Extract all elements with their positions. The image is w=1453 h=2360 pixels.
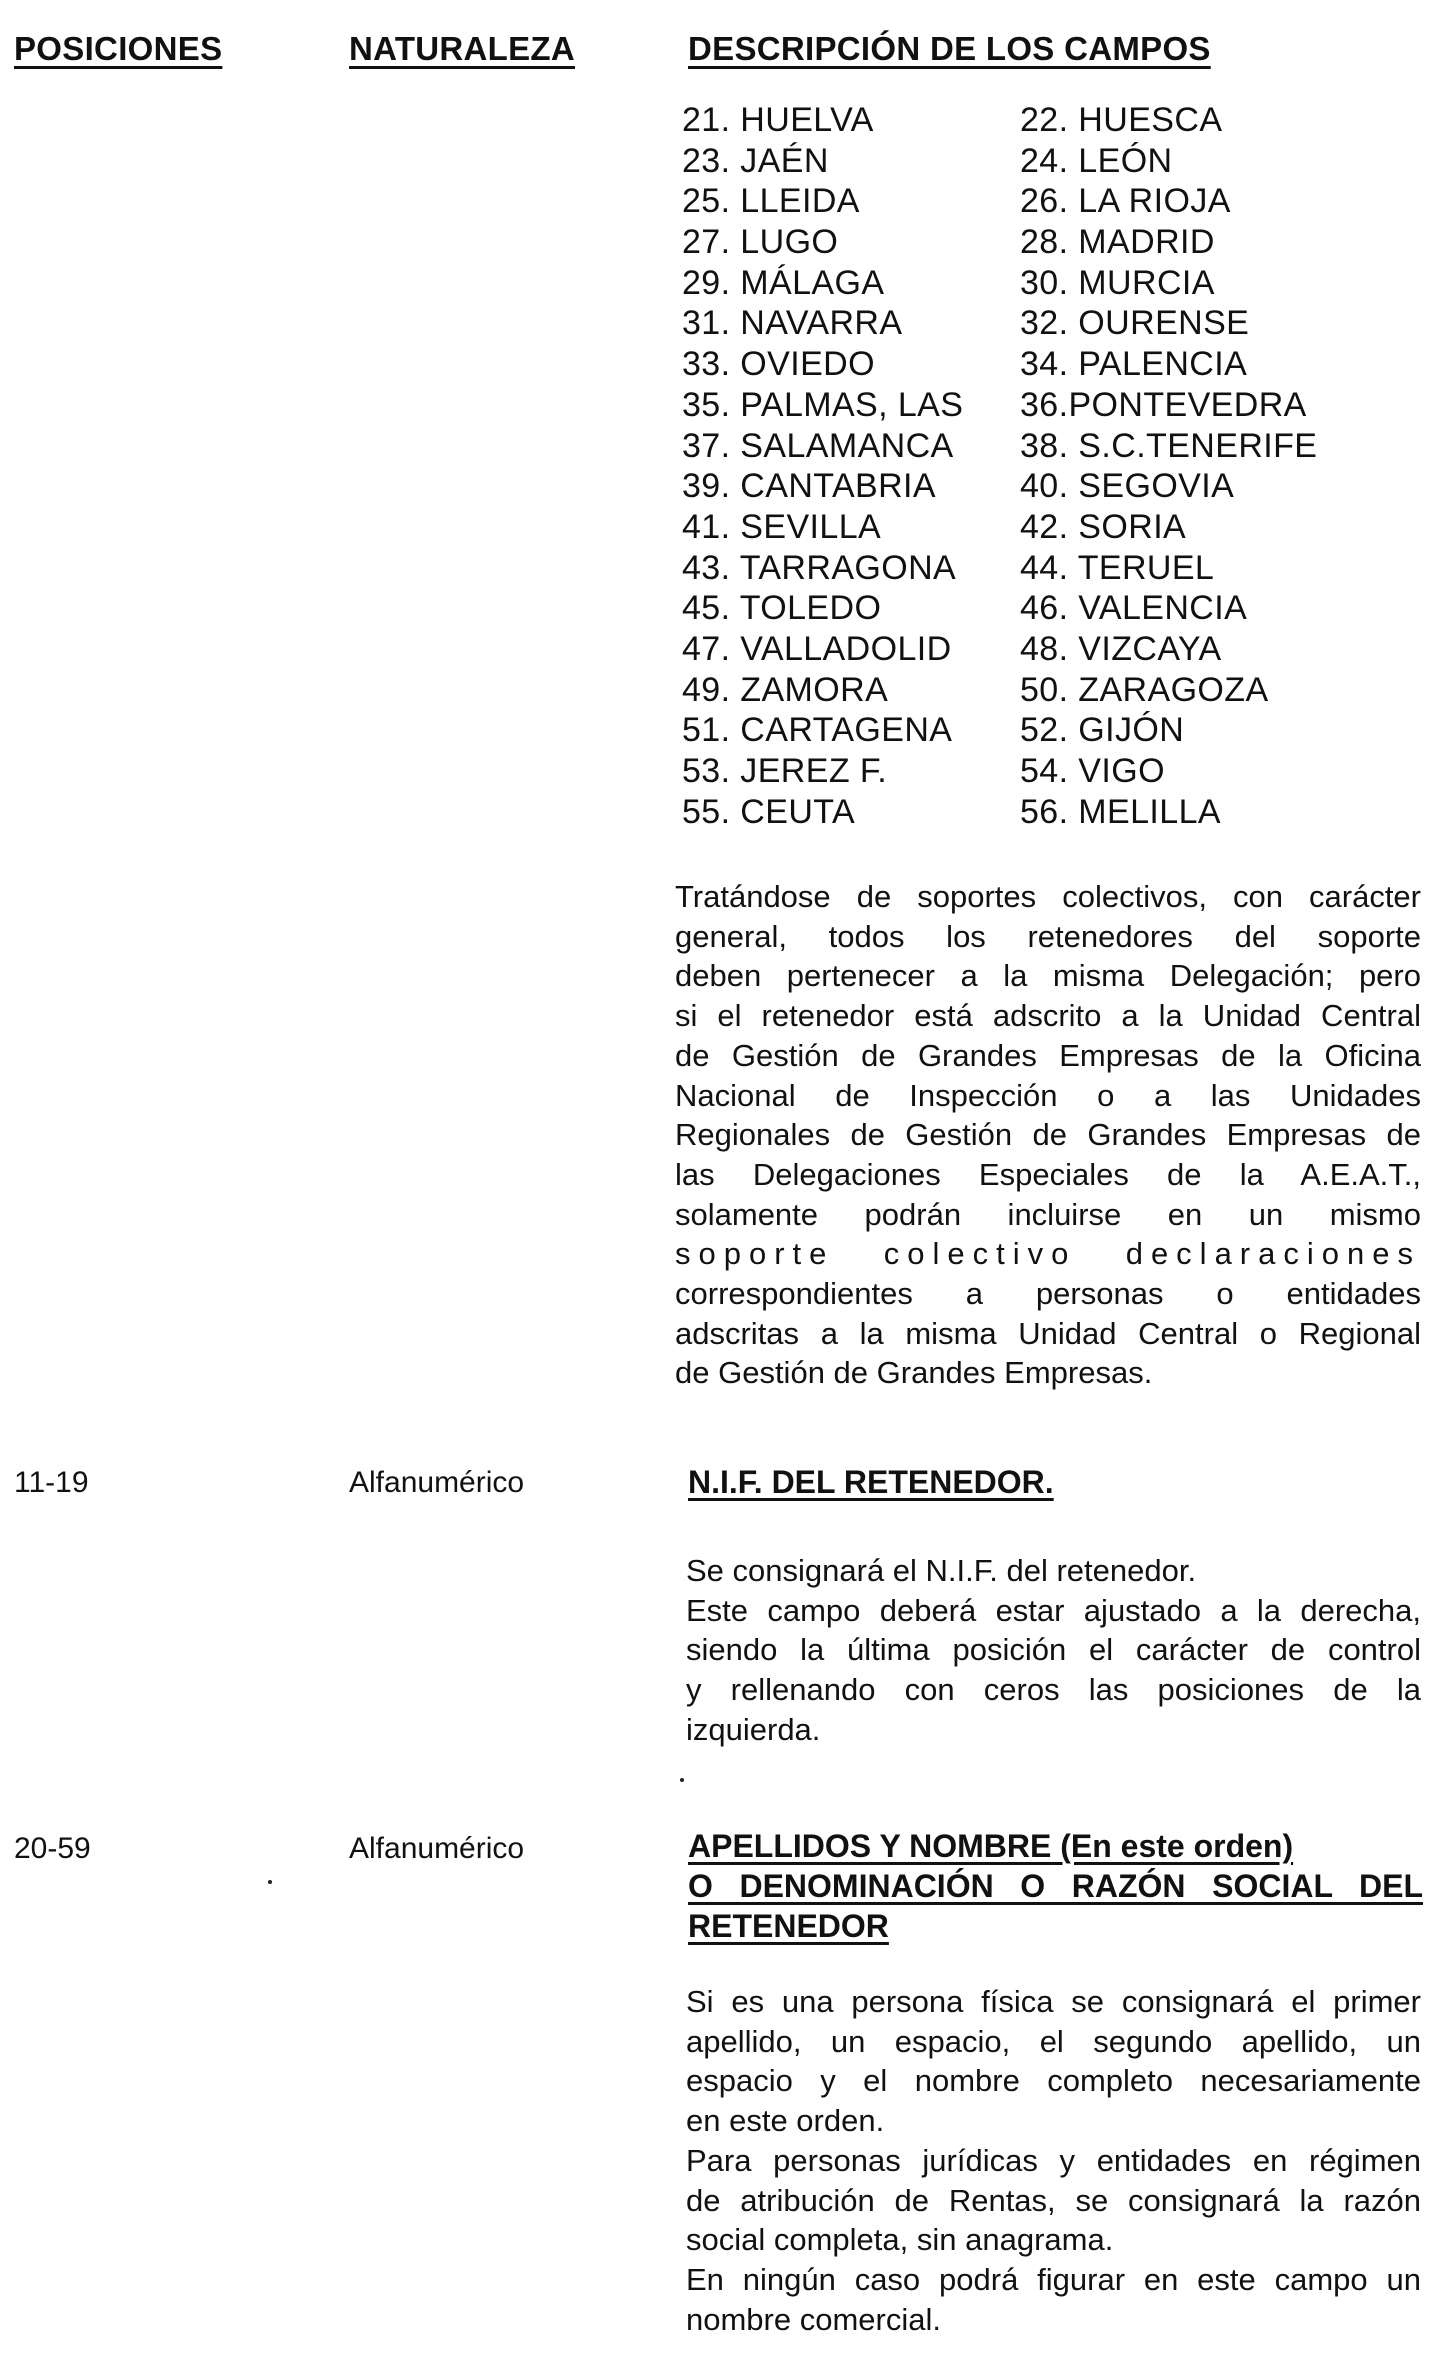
- province-item: 31. NAVARRA: [682, 304, 903, 343]
- paragraph-line: En ningún caso podrá figurar en este campo un: [686, 2261, 1421, 2297]
- province-item: 46. VALENCIA: [1020, 589, 1248, 628]
- stray-dot: [680, 1778, 684, 1782]
- paragraph-line: apellido, un espacio, el segundo apellido, un: [686, 2023, 1421, 2059]
- province-item: 49. ZAMORA: [682, 670, 889, 709]
- header-naturaleza: NATURALEZA: [349, 30, 576, 67]
- paragraph-line: si el retenedor está adscrito a la Unidad Central: [675, 998, 1421, 1034]
- province-item: 38. S.C.TENERIFE: [1020, 426, 1318, 465]
- field-nature: Alfanumérico: [349, 1832, 525, 1865]
- province-item: 24. LEÓN: [1020, 141, 1173, 180]
- province-item: 36.PONTEVEDRA: [1020, 385, 1307, 424]
- stray-dot: [268, 1880, 272, 1884]
- province-item: 52. GIJÓN: [1020, 711, 1185, 750]
- paragraph-line: Para personas jurídicas y entidades en régimen: [686, 2142, 1421, 2178]
- field-nombre-description: [686, 1982, 1421, 2339]
- province-item: 40. SEGOVIA: [1020, 467, 1235, 506]
- province-item: 28. MADRID: [1020, 223, 1215, 262]
- paragraph-line: en este orden.: [686, 2103, 885, 2139]
- province-item: 26. LA RIOJA: [1020, 182, 1231, 221]
- paragraph-line: de atribución de Rentas, se consignará la razón: [686, 2182, 1421, 2218]
- field-positions: 20-59: [14, 1832, 91, 1865]
- field-nature: Alfanumérico: [349, 1466, 525, 1499]
- paragraph-line: y rellenando con ceros las posiciones de la: [686, 1672, 1421, 1708]
- field-title-nif: N.I.F. DEL RETENEDOR.: [688, 1464, 1054, 1500]
- province-item: 42. SORIA: [1020, 507, 1187, 546]
- paragraph-line: general, todos los retenedores del soporte: [675, 918, 1421, 954]
- paragraph-line: Tratándose de soportes colectivos, con carácter: [675, 879, 1421, 914]
- province-item: 29. MÁLAGA: [682, 263, 885, 302]
- province-item: 41. SEVILLA: [682, 507, 882, 546]
- province-item: 54. VIGO: [1020, 752, 1165, 790]
- province-item: 35. PALMAS, LAS: [682, 385, 964, 424]
- province-list: [682, 100, 1362, 832]
- colectivos-paragraph: [675, 877, 1421, 1393]
- province-item: 47. VALLADOLID: [682, 629, 952, 668]
- province-item: 30. MURCIA: [1020, 263, 1215, 302]
- paragraph-line: social completa, sin anagrama.: [686, 2222, 1114, 2258]
- paragraph-line: de Gestión de Grandes Empresas.: [675, 1355, 1153, 1391]
- paragraph-line: Se consignará el N.I.F. del retenedor.: [686, 1553, 1197, 1588]
- paragraph-line: siendo la última posición el carácter de control: [686, 1632, 1421, 1668]
- province-item: 33. OVIEDO: [682, 345, 875, 384]
- paragraph-line: Este campo deberá estar ajustado a la derecha,: [686, 1592, 1421, 1628]
- province-item: 56. MELILLA: [1020, 792, 1221, 831]
- province-item: 27. LUGO: [682, 223, 839, 262]
- province-item: 34. PALENCIA: [1020, 345, 1248, 384]
- province-item: 39. CANTABRIA: [682, 467, 936, 506]
- title-line: APELLIDOS Y NOMBRE (En este orden): [688, 1828, 1294, 1864]
- paragraph-line: izquierda.: [686, 1711, 821, 1747]
- province-item: 37. SALAMANCA: [682, 426, 954, 465]
- paragraph-line: deben pertenecer a la misma Delegación; pero: [675, 958, 1421, 994]
- province-item: 32. OURENSE: [1020, 304, 1250, 343]
- province-item: 44. TERUEL: [1020, 548, 1215, 587]
- paragraph-line: Si es una persona física se consignará el primer: [686, 1984, 1421, 2019]
- paragraph-line: las Delegaciones Especiales de la A.E.A.T.,: [675, 1156, 1421, 1192]
- paragraph-line: solamente podrán incluirse en un mismo: [675, 1196, 1421, 1232]
- title-line: RETENEDOR: [688, 1908, 889, 1944]
- province-item: 43. TARRAGONA: [682, 548, 957, 587]
- paragraph-line: Regionales de Gestión de Grandes Empresas de: [675, 1117, 1421, 1153]
- province-item: 23. JAÉN: [682, 141, 829, 180]
- paragraph-line: nombre comercial.: [686, 2301, 941, 2337]
- province-item: 53. JEREZ F.: [682, 752, 888, 790]
- paragraph-line: de Gestión de Grandes Empresas de la Oficina: [675, 1037, 1421, 1073]
- field-nif-description: [686, 1551, 1421, 1750]
- paragraph-line: espacio y el nombre completo necesariamente: [686, 2063, 1421, 2099]
- province-item: 48. VIZCAYA: [1020, 629, 1222, 668]
- province-item: 25. LLEIDA: [682, 182, 860, 221]
- header-posiciones: POSICIONES: [14, 30, 223, 67]
- paragraph-line: soporte colectivo declaraciones: [675, 1236, 1421, 1272]
- title-line: O DENOMINACIÓN O RAZÓN SOCIAL DEL: [688, 1868, 1423, 1904]
- paragraph-line: adscritas a la misma Unidad Central o Regional: [675, 1315, 1421, 1351]
- province-item: 22. HUESCA: [1020, 101, 1223, 139]
- field-positions: 11-19: [14, 1466, 89, 1499]
- province-item: 21. HUELVA: [682, 101, 874, 139]
- province-item: 51. CARTAGENA: [682, 711, 953, 750]
- paragraph-line: correspondientes a personas o entidades: [675, 1276, 1421, 1312]
- paragraph-line: Nacional de Inspección o a las Unidades: [675, 1077, 1421, 1113]
- province-item: 50. ZARAGOZA: [1020, 670, 1269, 709]
- field-title-nombre: [688, 1826, 1423, 1946]
- province-item: 45. TOLEDO: [682, 589, 882, 628]
- header-descripcion: DESCRIPCIÓN DE LOS CAMPOS: [688, 30, 1211, 67]
- province-item: 55. CEUTA: [682, 792, 856, 831]
